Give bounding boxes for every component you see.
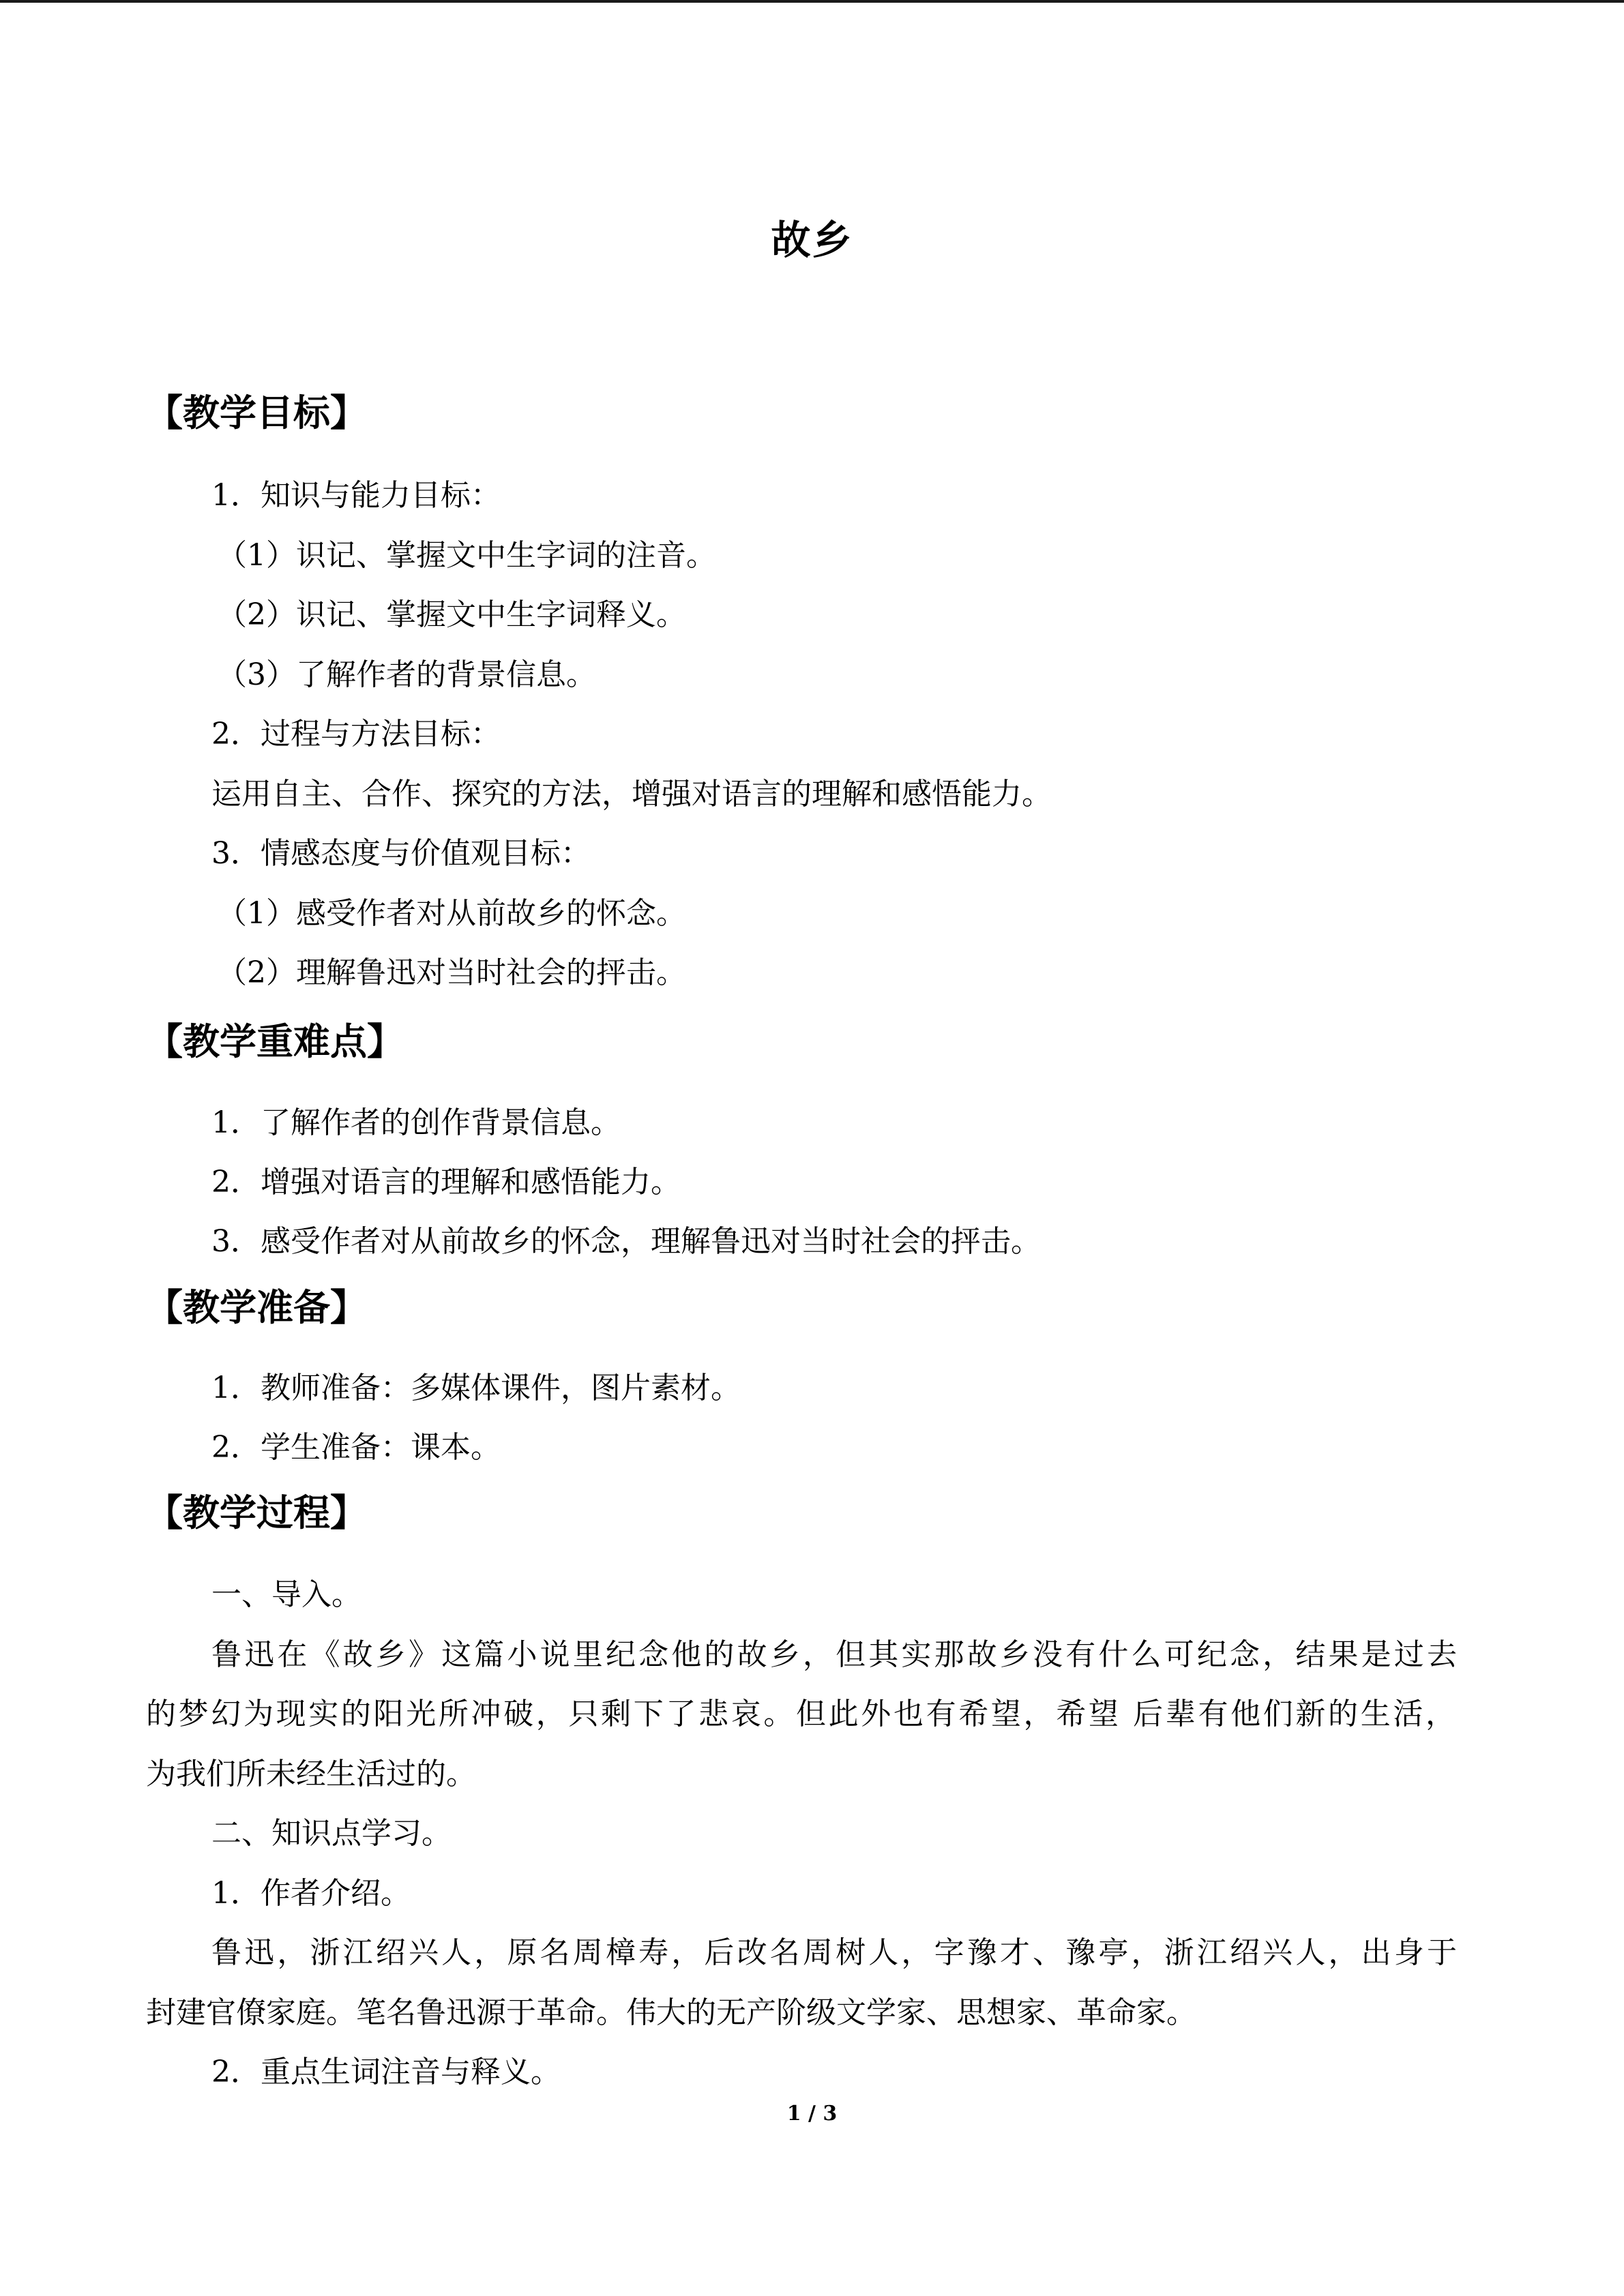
process-paragraph-line: 鲁迅在《故乡》这篇小说里纪念他的故乡，但其实那故乡没有什么可纪念，结果是过去 xyxy=(211,1637,1457,1672)
goals-line: （3）了解作者的背景信息。 xyxy=(217,657,596,692)
key-points-line: 1．了解作者的创作背景信息。 xyxy=(211,1105,621,1140)
process-paragraph-line: 为我们所未经生活过的。 xyxy=(146,1757,476,1791)
goals-line: 1．知识与能力目标： xyxy=(211,478,501,513)
process-paragraph-line: 封建官僚家庭。笔名鲁迅源于革命。伟大的无产阶级文学家、思想家、革命家。 xyxy=(146,1995,1196,2030)
preparation-line: 1．教师准备：多媒体课件，图片素材。 xyxy=(211,1371,741,1405)
process-line: 1．作者介绍。 xyxy=(211,1876,411,1911)
process-paragraph-line: 鲁迅，浙江绍兴人，原名周樟寿，后改名周树人，字豫才、豫亭，浙江绍兴人，出身于 xyxy=(211,1935,1457,1970)
goals-line: 2．过程与方法目标： xyxy=(211,717,501,751)
goals-line: （2）识记、掌握文中生字词释义。 xyxy=(217,597,686,632)
process-line: 一、导入。 xyxy=(211,1577,361,1612)
process-line: 2．重点生词注音与释义。 xyxy=(211,2055,561,2089)
key-points-line: 2．增强对语言的理解和感悟能力。 xyxy=(211,1165,681,1199)
top-border-rule xyxy=(0,0,1624,3)
goals-line: （1）感受作者对从前故乡的怀念。 xyxy=(217,896,686,931)
process-paragraph-line: 的梦幻为现实的阳光所冲破，只剩下了悲哀。但此外也有希望，希望 后辈有他们新的生活， xyxy=(146,1697,1456,1731)
document-title: 故乡 xyxy=(771,217,853,263)
goals-line: 运用自主、合作、探究的方法，增强对语言的理解和感悟能力。 xyxy=(211,777,1052,811)
preparation-line: 2．学生准备：课本。 xyxy=(211,1430,501,1465)
heading-preparation: 【教学准备】 xyxy=(146,1285,367,1329)
heading-key-points: 【教学重难点】 xyxy=(146,1019,404,1063)
heading-teaching-process: 【教学过程】 xyxy=(146,1491,367,1534)
heading-teaching-goals: 【教学目标】 xyxy=(146,391,367,434)
process-line: 二、知识点学习。 xyxy=(211,1816,452,1851)
goals-line: （1）识记、掌握文中生字词的注音。 xyxy=(217,538,716,573)
goals-line: （2）理解鲁迅对当时社会的抨击。 xyxy=(217,955,686,990)
key-points-line: 3．感受作者对从前故乡的怀念，理解鲁迅对当时社会的抨击。 xyxy=(211,1224,1041,1259)
goals-line: 3．情感态度与价值观目标： xyxy=(211,836,591,871)
page-number: 1 / 3 xyxy=(786,2102,838,2126)
